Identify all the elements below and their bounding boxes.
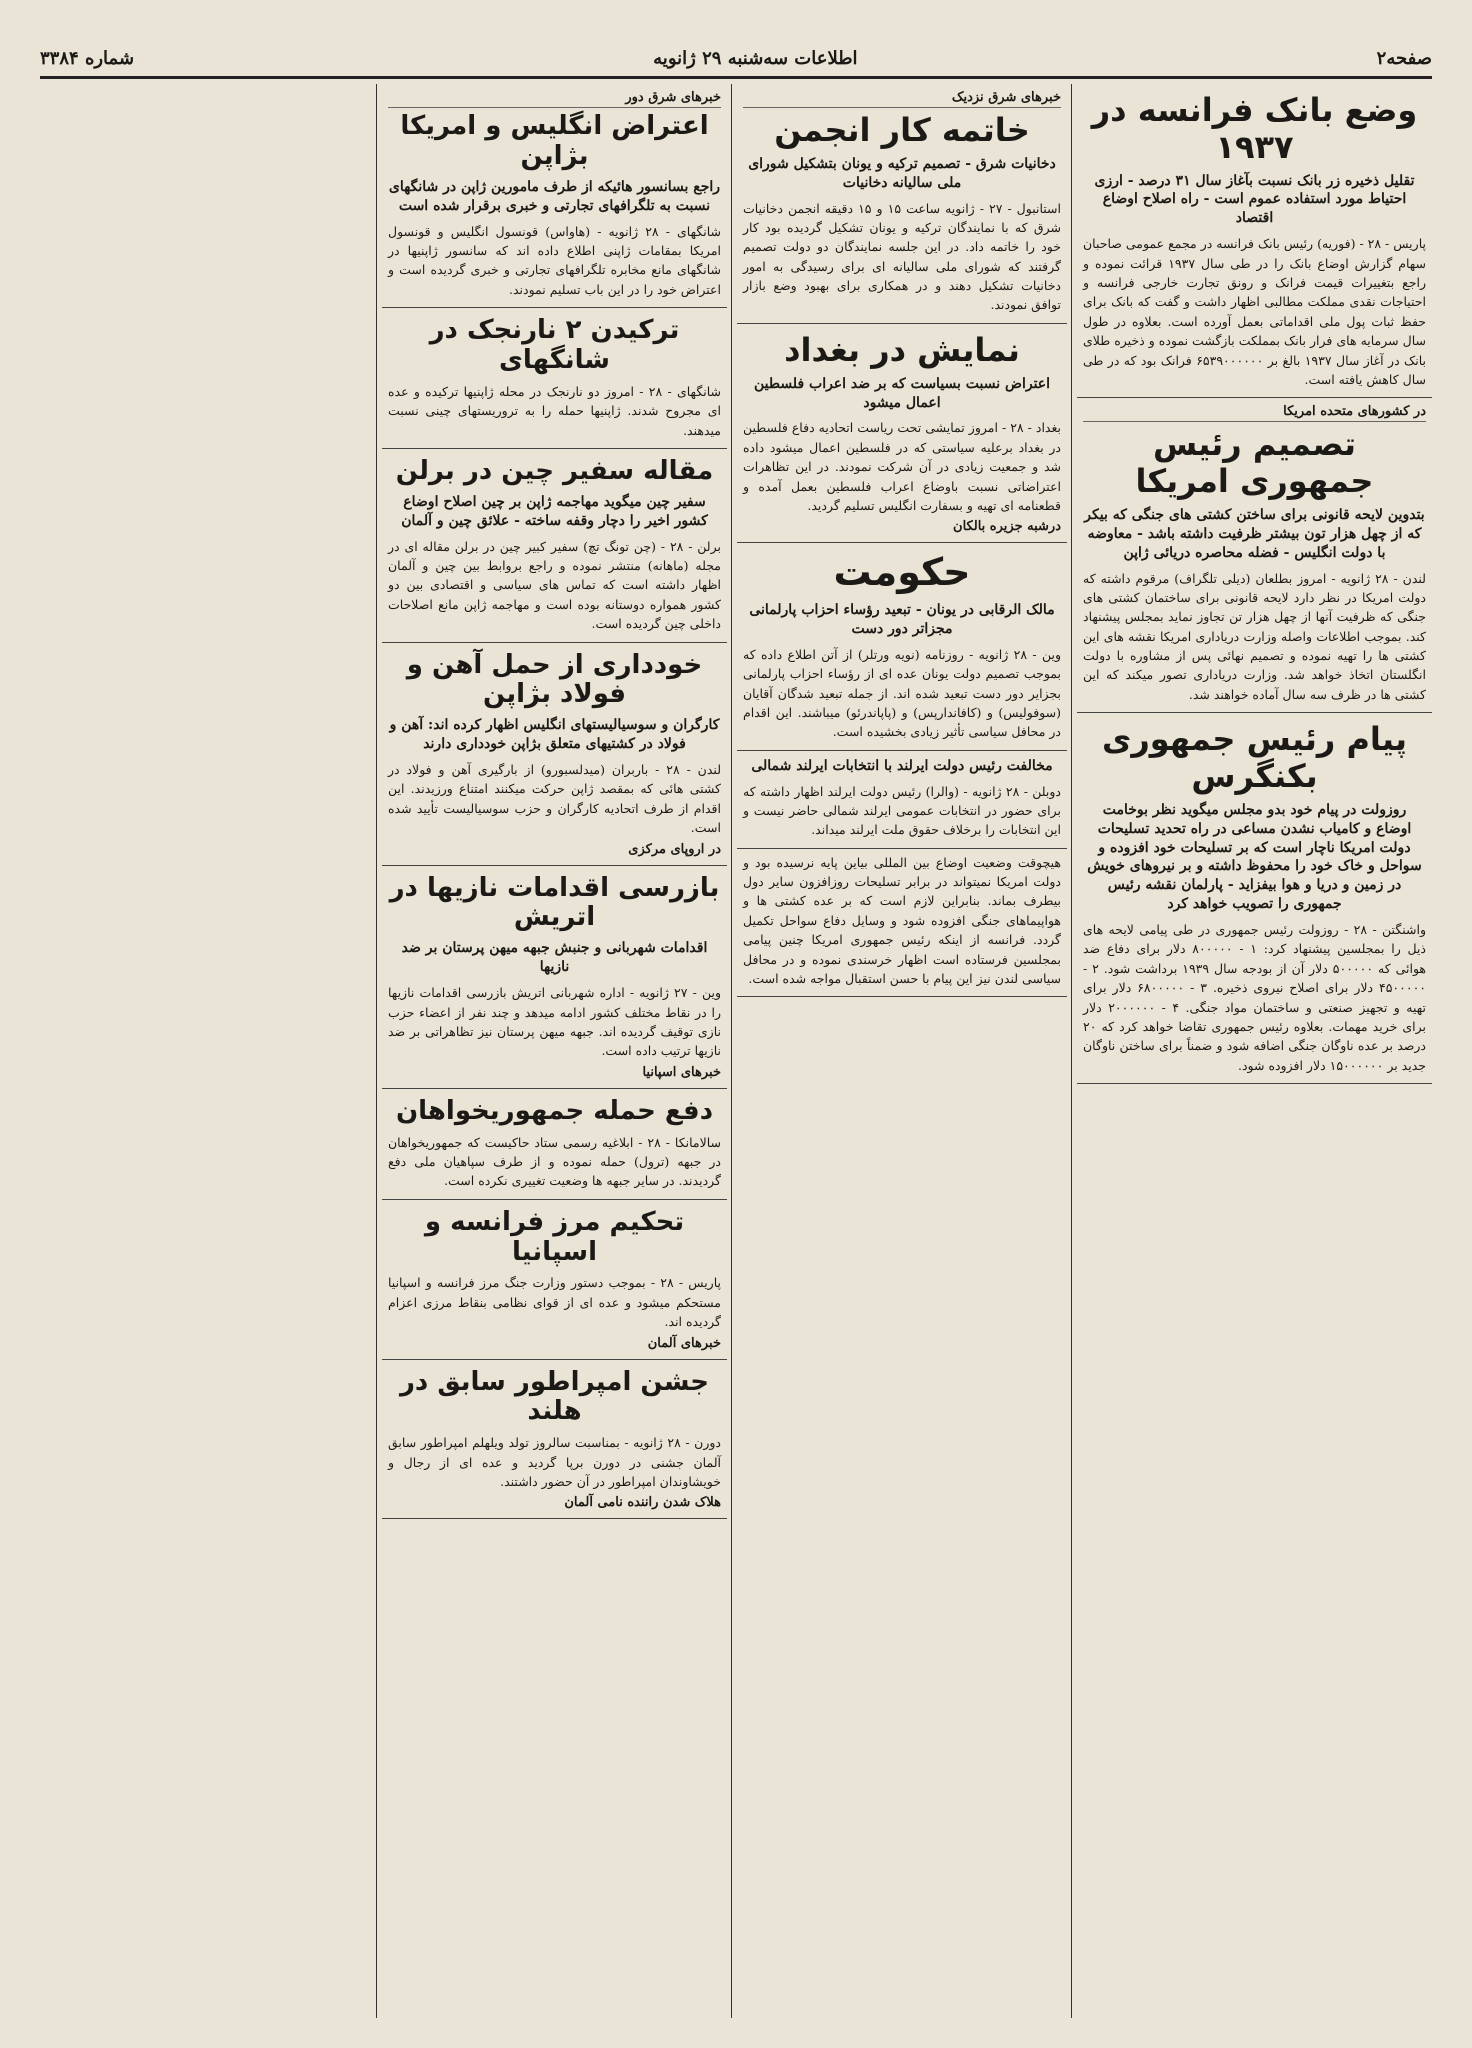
- headline: دفع حمله جمهوریخواهان: [395, 1095, 714, 1126]
- headline: مقاله سفیر چین در برلن: [395, 455, 714, 486]
- article-chinese-ambassador: [382, 449, 727, 643]
- headline: پیام رئیس جمهوری بکنگرس: [1101, 720, 1407, 795]
- article-continuation: [737, 849, 1067, 998]
- headline: وضع بانک فرانسه در ۱۹۳۷: [1091, 91, 1418, 166]
- headline: بازرسی اقدامات نازیها در اتریش: [389, 872, 720, 933]
- subheadline: کارگران و سوسیالیستهای انگلیس اظهار کرده اند: آهن و فولاد در کشتیهای متعلق بژاپن خودداری دارند: [389, 717, 720, 753]
- subheadline: تقلیل ذخیره زر بانک نسبت بآغاز سال ۳۱ درصد - ارزی احتیاط مورد استفاده عموم است - راه اصلاح اوضاع اقتصاد: [1094, 172, 1415, 227]
- article-body: پاریس - ۲۸ - بموجب دستور وزارت جنگ مرز فرانسه و اسپانیا مستحکم میشود و عده ای از قوای نظامی بنقاط مرزی اعزام گردیده اند.: [388, 1275, 722, 1330]
- article-body: وین - ۲۸ ژانویه - روزنامه (نویه ورتلر) از آتن اطلاع داده که بموجب تصمیم دولت یونان عده ای از رؤساء احزاب پارلمانی بجزایر دور دست تبعید شده اند. از جمله تبعید شدگان آقایان (سوفولیس) و (کافاندارپس) و (پاپاندرئو) میباشند. این اقدام در محافل سیاسی تأثیر زیادی بخشیده است.: [743, 646, 1061, 740]
- section-label: خبرهای شرق دور: [388, 88, 721, 108]
- article-body: شانگهای - ۲۸ - امروز دو نارنجک در محله ژاپنیها ترکیده و عده ای مجروح شدند. ژاپنیها حمله را به تروریستهای چینی نسبت میدهند.: [388, 383, 721, 438]
- masthead: [40, 40, 1432, 79]
- column-rule: [731, 84, 732, 2018]
- section-label: خبرهای شرق نزدیک: [743, 88, 1061, 108]
- headline: جشن امپراطور سابق در هلند: [399, 1366, 710, 1427]
- article-baghdad-demonstration: [737, 324, 1067, 543]
- article-body: لندن - ۲۸ - باربران (میدلسبورو) از بارگیری آهن و فولاد در کشتی هائی که بمقصد ژاپن حرکت میکنند امتناع ورزیدند. این اقدام از طرف اتحادیه کارگران و حزب سوسیالیست تأیید شده است.: [388, 762, 721, 836]
- subheadline: اعتراض نسبت بسیاست که بر ضد اعراب فلسطین اعمال میشود: [753, 375, 1051, 411]
- article-body: پاریس - ۲۸ - (فوریه) رئیس بانک فرانسه در مجمع عمومی صاحبان سهام گزارش اوضاع بانک را در طی سال ۱۹۳۷ قرائت نموده و راجع بتغییرات قیمت فرانک و رونق تجارت خارجی فرانسه و احتیاجات نقدی مملکت مطالبی اظهار داشت و گفت که بانک برای حفظ ثبات پول ملی اقداماتی بعمل آورده است. بعلاوه در طول سال سرمایه های فرار بانک بمملکت بازگشت نموده و ذخیره طلای بانک در آغاز سال ۱۹۳۷ بالغ بر ۶۵۳۹۰۰۰۰۰۰ فرانک بود که در طی سال کاهش یافته است.: [1082, 236, 1427, 387]
- column-1: [1077, 84, 1432, 2018]
- article-president-message: [1077, 713, 1432, 1084]
- column-rule: [376, 84, 377, 2018]
- section-label: خبرهای آلمان: [647, 1335, 721, 1351]
- article-body: واشنگتن - ۲۸ - روزولت رئیس جمهوری در طی پیامی لایحه های ذیل را بمجلسین پیشنهاد کرد: ۱ - ۸۰۰۰۰۰ دلار برای دفاع ضد هوائی که ۵۰۰۰۰۰ دلار آن از بودجه سال ۱۹۳۹ برداشت شود. ۲ - ۴۵۰۰۰۰۰ دلار برای اصلاح نیروی ذخیره. ۳ - ۶۸۰۰۰۰۰ دلار برای تهیه و تجهیز صنعتی و ساختمان مواد جنگی. ۴ - ۲۰۰۰۰۰۰ دلار برای خرید مهمات. بعلاوه رئیس جمهوری تقاضا خواهد کرد که ۲۰ درصد بر عده ناوگان جنگی اضافه شود و ضمناً برای ساختن ناوگان جدید بر ۱۵۰۰۰۰۰۰ دلار افزوده شود.: [1083, 922, 1426, 1073]
- subheadline: بتدوین لایحه قانونی برای ساختن کشتی های جنگی که بیکر که از چهل هزار تون بیشتر ظرفیت داشته باشد - معاوضه با دولت انگلیس - فضله محاصره دریائی ژاپن: [1084, 506, 1425, 561]
- article-body: هیچوقت وضعیت اوضاع بین المللی بیاین پایه نرسیده بود و دولت امریکا نمیتواند در برابر تسلیحات روزافزون سایر دول بیطرف بماند. بنابراین لازم است که بر عده کشتی ها و هواپیماهای جنگی افزوده شود و وسایل دفاع سواحل تکمیل گردد. فرانسه از اینکه رئیس جمهوری امریکا چنین پیامی بمجلسین فرستاده است اظهار خرسندی نموده و در محافل سیاسی لندن نیز این پیام با حسن استقبال مواجه شده است.: [743, 854, 1061, 986]
- article-nazis-austria: [382, 866, 727, 1089]
- article-republican-attack: [382, 1089, 727, 1200]
- dateline: اطلاعات سه‌شنبه ۲۹ ژانویه: [653, 47, 858, 69]
- article-body: برلن - ۲۸ - (چن تونگ تچ) سفیر کبیر چین در برلن مقاله ای در مجله (ماهانه) منتشر نموده و راجع بروابط بین چین و آلمان اظهار داشته است که تماس های سیاسی و اقتصادی بین دو کشور همواره دوستانه بوده است و مهاجمه ژاپن مانع اصلاحات داخلی چین گردیده است.: [388, 538, 721, 632]
- section-label: درشبه جزیره بالکان: [953, 519, 1061, 535]
- article-body: استانبول - ۲۷ - ژانویه ساعت ۱۵ و ۱۵ دقیقه انجمن دخانیات شرق که با نمایندگان ترکیه و یونان تشکیل گردیده بود کار خود را خاتمه داد. در این جلسه نمایندگان دو دولت تصمیم گرفتند که شورای ملی سالیانه ای برای رسیدگی به امور دخانیات تشکیل دهند و در همکاری برای بهبود وضع بازار توافق نمودند.: [743, 200, 1061, 313]
- column-2: [737, 84, 1067, 2018]
- article-us-president-decision: [1077, 398, 1432, 713]
- article-france-spain-border: [382, 1200, 727, 1360]
- headline: اعتراض انگلیس و امریکا بژاپن: [400, 111, 709, 171]
- section-label: هلاک شدن راننده نامی آلمان: [564, 1495, 721, 1511]
- page-number: صفحه۲: [1376, 47, 1432, 69]
- headline: خاتمه کار انجمن: [774, 111, 1030, 149]
- headline: مخالفت رئیس دولت ایرلند با انتخابات ایرلند شمالی: [751, 757, 1053, 774]
- subheadline: راجع بسانسور هائیکه از طرف مامورین ژاپن در شانگهای نسبت به تلگرافهای تجارتی و خبری برقرار شده است: [388, 178, 721, 214]
- article-bank-of-france: [1077, 84, 1432, 398]
- article-body: بغداد - ۲۸ - امروز تمایشی تحت ریاست اتحادیه دفاع فلسطین در بغداد برعلیه سیاستی که در فلسطین اعمال میشود داده شد و جمعیت زیادی در آن شرکت نمودند. در این تظاهرات اعتراضاتی نسبت باوضاع اعراب فلسطین بعمل آمده و قطعنامه ای تهیه و بسفارت انگلیس تسلیم گردید.: [743, 420, 1062, 513]
- subheadline: دخانیات شرق - تصمیم ترکیه و یونان بتشکیل شورای ملی سالیانه دخانیات: [748, 155, 1056, 191]
- subheadline: مالک الرقابی در یونان - تبعید رؤساء احزاب پارلمانی مجزاتر دور دست: [749, 601, 1055, 637]
- section-label: در اروپای مرکزی: [628, 841, 721, 857]
- article-shanghai-grenades: [382, 308, 727, 449]
- headline: نمایش در بغداد: [784, 330, 1020, 369]
- article-body: وین - ۲۷ ژانویه - اداره شهربانی اتریش بازرسی اقدامات نازیها را در نقاط مختلف کشور ادامه میدهد و چند نفر از اعضاء حزب نازی توقیف گردیده اند. جبهه میهن پرستان نیز تظاهراتی بر ضد نازیها ترتیب داده است.: [388, 985, 722, 1059]
- column-3: [382, 84, 727, 2018]
- section-label: خبرهای اسپانیا: [642, 1064, 721, 1080]
- headline: ترکیدن ۲ نارنجک در شانگهای: [429, 315, 680, 375]
- headline: خودداری از حمل آهن و فولاد بژاپن: [406, 649, 703, 710]
- subheadline: اقدامات شهربانی و جنبش جبهه میهن پرستان بر ضد نازیها: [401, 940, 708, 976]
- article-body: سالامانکا - ۲۸ - ابلاغیه رسمی ستاد حاکیست که جمهوریخواهان در جبهه (ترول) حمله نموده و از طرف سپاهیان ملی دفع گردیدند. در سایر جبهه ها وضعیت تغییری نکرده است.: [388, 1134, 721, 1189]
- article-tobacco-conference: [737, 84, 1067, 324]
- article-body: لندن - ۲۸ ژانویه - امروز بطلعان (دیلی تلگراف) مرقوم داشته که دولت امریکا در نظر دارد لایحه قانونی برای ساختمان کشتی های جنگی که ظرفیت آنها از چهل هزار تن تجاوز نماید بمجلس پیشنهاد کند. بموجب اطلاعات واصله وزارت دریاداری امریکا نقشه های این کشتی ها را تهیه نموده و تصمیم نهائی پس از مشاوره با دولت انگلستان اتخاذ خواهد شد. وزارت دریاداری تصور میکند که این کشتی ها در ظرف سه سال آماده خواهند شد.: [1083, 570, 1426, 702]
- article-greece-government: [737, 543, 1067, 750]
- column-4: [42, 84, 372, 2018]
- article-body: دورن - ۲۸ ژانویه - بمناسبت سالروز تولد ویلهلم امپراطور سابق آلمان جشنی در دورن برپا گردید و عده ای از رجال و خویشاوندان امپراطور در آن حضور داشتند.: [388, 1435, 721, 1490]
- headline: حکومت: [833, 550, 971, 595]
- article-ireland: [737, 751, 1067, 849]
- headline: تحکیم مرز فرانسه و اسپانیا: [424, 1206, 685, 1267]
- column-rule: [1071, 84, 1072, 2018]
- article-former-emperor: [382, 1360, 727, 1520]
- subheadline: سفیر چین میگوید مهاجمه ژاپن بر چین اصلاح اوضاع کشور اخیر را دچار وقفه ساخته - علائق چین و آلمان: [401, 493, 708, 529]
- article-protest-japan: [382, 84, 727, 308]
- article-body: شانگهای - ۲۸ ژانویه - (هاواس) قونسول انگلیس و قونسول امریکا بمقامات ژاپنی اطلاع داده اند که سانسور ژاپنیها در شانگهای مانع مخابره تلگرافهای تجارتی و خبری گردیده است و اعتراض خود را در این باب تسلیم نمودند.: [388, 223, 721, 297]
- section-label: در کشورهای متحده امریکا: [1083, 402, 1426, 422]
- article-iron-steel: [382, 643, 727, 866]
- subheadline: روزولت در پیام خود بدو مجلس میگوید نظر بوخامت اوضاع و کامیاب نشدن مساعی در راه تحدید تسلیحات دولت امریکا ناچار است که بر تسلیحات خود افزوده و سواحل و خاک خود را محفوظ داشته و بر نیروهای خویش در زمین و دریا و هوا بیفزاید - پارلمان نقشه رئیس جمهوری را تصویب خواهد کرد: [1087, 801, 1422, 913]
- article-body: دوبلن - ۲۸ ژانویه - (والرا) رئیس دولت ایرلند اظهار داشته که برای حضور در انتخابات عمومی ایرلند شمالی حاضر نیست و این انتخابات را برخلاف حقوق ملت ایرلند میداند.: [743, 783, 1061, 838]
- headline: تصمیم رئیس جمهوری امریکا: [1135, 425, 1374, 501]
- issue-number: شماره ۳۳۸۴: [40, 47, 135, 69]
